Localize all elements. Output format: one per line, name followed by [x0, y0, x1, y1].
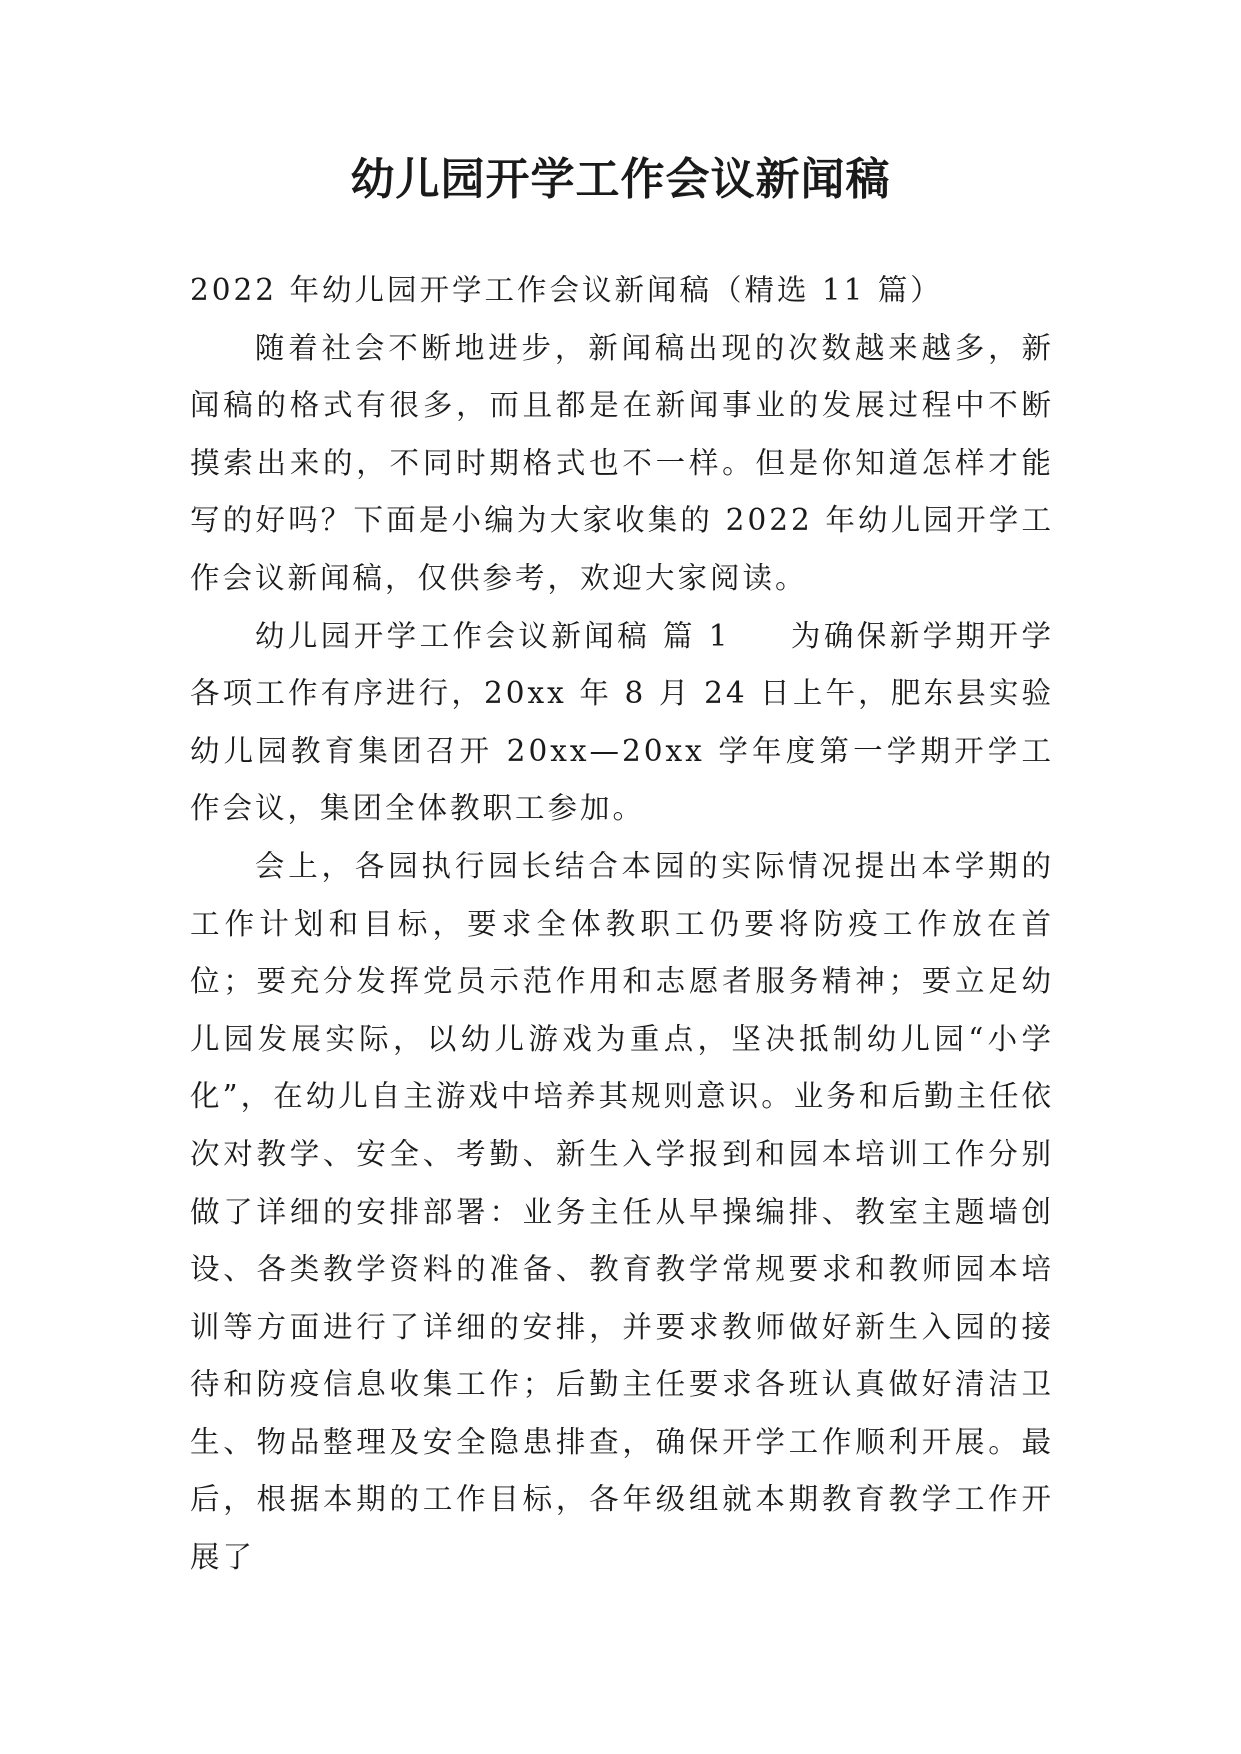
- section-lead-text: 为确保新学期开学各项工作有序进行，20xx 年 8 月 24 日上午，肥东县实验幼儿园教育集团召开 20xx—20xx 学年度第一学期开学工作会议，集团全体教职工参加。: [190, 618, 1054, 826]
- section-1-paragraph: [190, 608, 1054, 838]
- document-subtitle: 2022 年幼儿园开学工作会议新闻稿（精选 11 篇）: [190, 273, 943, 307]
- section-heading: 幼儿园开学工作会议新闻稿 篇 1: [254, 618, 731, 653]
- document-title: 幼儿园开学工作会议新闻稿: [350, 154, 891, 205]
- intro-paragraph: 随着社会不断地进步，新闻稿出现的次数越来越多，新闻稿的格式有很多，而且都是在新闻事业的发展过程中不断摸索出来的，不同时期格式也不一样。但是你知道怎样才能写的好吗？下面是小编为大家收集的 2022 年幼儿园开学工作会议新闻稿，仅供参考，欢迎大家阅读。: [190, 330, 1054, 595]
- meeting-details-paragraph: 会上，各园执行园长结合本园的实际情况提出本学期的工作计划和目标，要求全体教职工仍要将防疫工作放在首位；要充分发挥党员示范作用和志愿者服务精神；要立足幼儿园发展实际，以幼儿游戏为重点，坚决抵制幼儿园“小学化”，在幼儿自主游戏中培养其规则意识。业务和后勤主任依次对教学、安全、考勤、新生入学报到和园本培训工作分别做了详细的安排部署：业务主任从早操编排、教室主题墙创设、各类教学资料的准备、教育教学常规要求和教师园本培训等方面进行了详细的安排，并要求教师做好新生入园的接待和防疫信息收集工作；后勤主任要求各班认真做好清洁卫生、物品整理及安全隐患排查，确保开学工作顺利开展。最后，根据本期的工作目标，各年级组就本期教育教学工作开展了: [190, 848, 1054, 1575]
- document-body: [190, 262, 1054, 1587]
